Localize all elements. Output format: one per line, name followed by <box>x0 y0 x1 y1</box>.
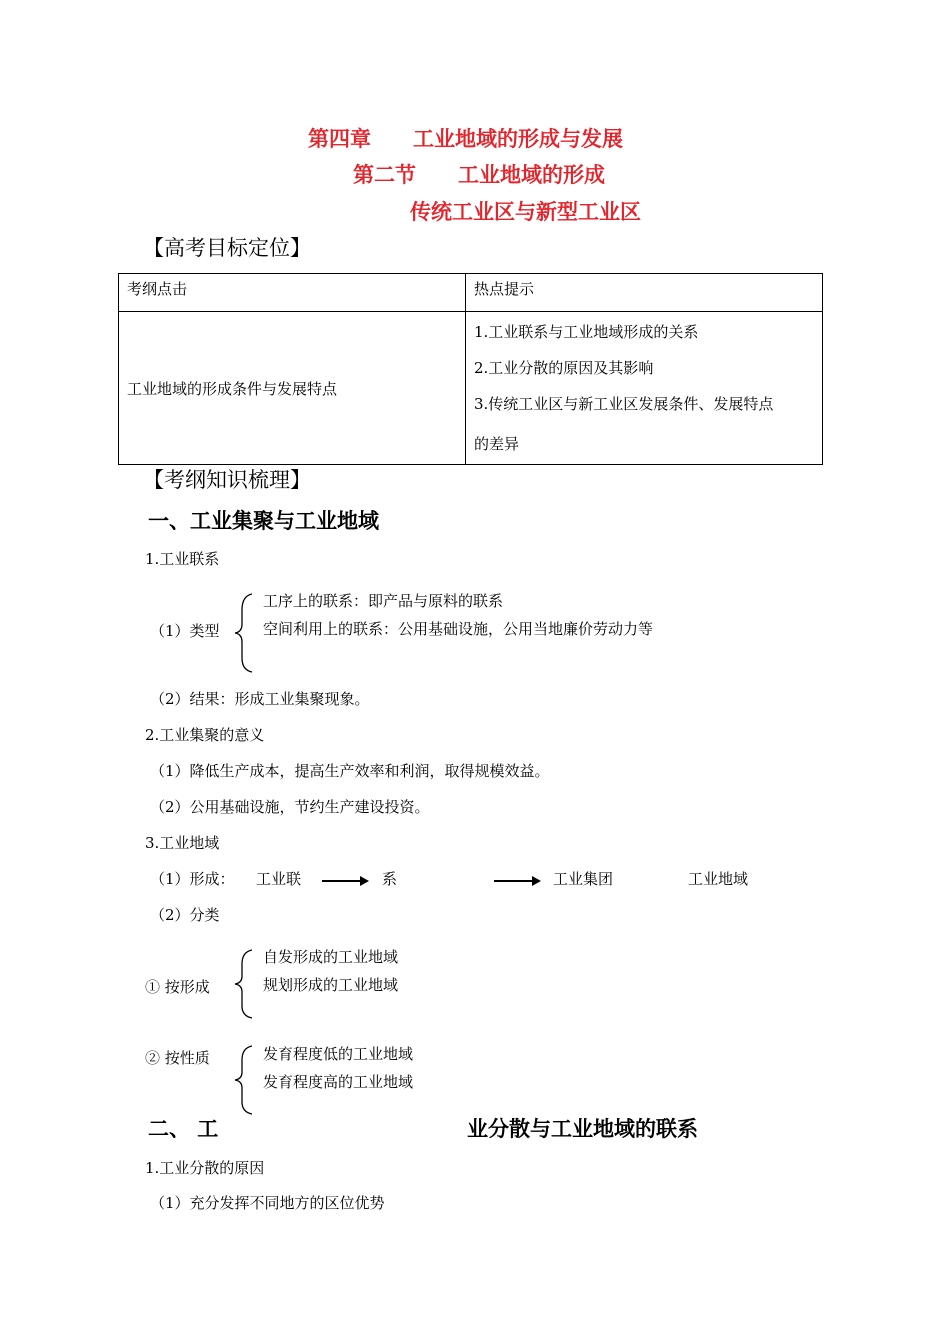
hot-item-3: 3.传统工业区与新工业区发展条件、发展特点 <box>474 395 774 413</box>
by-form-item-2: 规划形成的工业地域 <box>263 976 399 994</box>
hot-item-1: 1.工业联系与工业地域形成的关系 <box>474 323 699 341</box>
form-step-b: 系 <box>382 870 398 888</box>
section-title: 第二节 工业地域的形成 <box>353 163 605 187</box>
part2-item1: 1.工业分散的原因 <box>145 1159 265 1177</box>
arrow-right-icon <box>494 875 542 887</box>
table-left-cell: 工业地域的形成条件与发展特点 <box>127 379 338 398</box>
chapter-title: 第四章 工业地域的形成与发展 <box>308 127 623 151</box>
part1-item2: 2.工业集聚的意义 <box>145 726 265 744</box>
meaning-2: （2）公用基础设施，节约生产建设投资。 <box>150 798 430 816</box>
classify-label: （2）分类 <box>150 906 220 924</box>
by-nature-label: ② 按性质 <box>145 1049 210 1067</box>
hot-item-2: 2.工业分散的原因及其影响 <box>474 359 654 377</box>
hot-item-3-cont: 的差异 <box>474 435 520 453</box>
part1-item1: 1.工业联系 <box>145 550 220 568</box>
form-step-c: 工业集团 <box>553 870 614 888</box>
by-form-label: ① 按形成 <box>145 978 210 996</box>
meaning-1: （1）降低生产成本，提高生产效率和利润，取得规模效益。 <box>150 762 550 780</box>
knowledge-heading: 【考纲知识梳理】 <box>143 468 311 492</box>
brace-nature <box>232 1044 256 1116</box>
arrow-right-icon <box>322 875 370 887</box>
type-item-2: 空间利用上的联系：公用基础设施，公用当地廉价劳动力等 <box>263 620 654 638</box>
form-label: （1）形成： <box>150 870 235 888</box>
brace-type <box>232 592 256 674</box>
table-header-left: 考纲点击 <box>127 280 188 298</box>
brace-form <box>232 948 256 1020</box>
objective-table <box>118 273 823 465</box>
part2-reason1: （1）充分发挥不同地方的区位优势 <box>150 1194 385 1212</box>
by-form-item-1: 自发形成的工业地域 <box>263 948 399 966</box>
part2-heading-b: 业分散与工业地域的联系 <box>467 1117 698 1141</box>
part1-heading: 一、工业集聚与工业地域 <box>148 509 379 533</box>
part1-item3: 3.工业地域 <box>145 834 220 852</box>
goal-heading: 【高考目标定位】 <box>143 236 311 260</box>
type-item-1: 工序上的联系：即产品与原料的联系 <box>263 592 504 610</box>
type-label: （1）类型 <box>150 622 220 640</box>
result-line: （2）结果：形成工业集聚现象。 <box>150 690 370 708</box>
table-header-right: 热点提示 <box>474 280 535 298</box>
by-nature-item-1: 发育程度低的工业地域 <box>263 1045 414 1063</box>
form-step-a: 工业联 <box>256 870 302 888</box>
topic-title: 传统工业区与新型工业区 <box>410 200 641 224</box>
form-step-d: 工业地域 <box>688 870 749 888</box>
part2-heading-a: 二、 工 <box>148 1117 219 1141</box>
by-nature-item-2: 发育程度高的工业地域 <box>263 1073 414 1091</box>
